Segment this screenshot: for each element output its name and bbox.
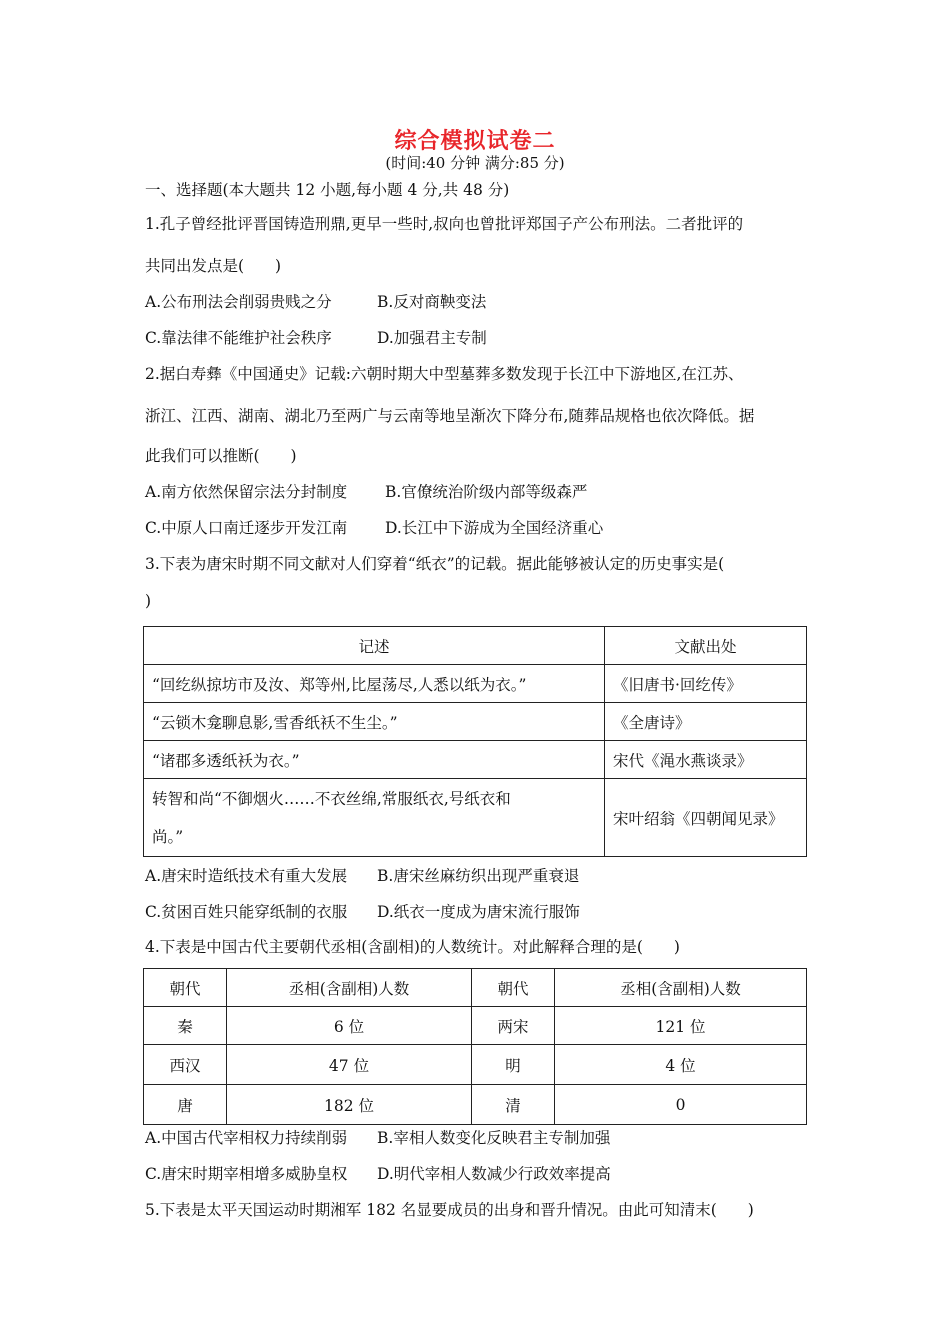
table-cell: 《旧唐书·回纥传》 <box>605 665 807 703</box>
table-cell: 西汉 <box>144 1045 227 1085</box>
table-header-row <box>144 627 807 665</box>
q2-stem-line1: 2.据白寿彝《中国通史》记载:六朝时期大中型墓葬多数发现于长江中下游地区,在江苏、 <box>145 365 744 383</box>
q5-stem: 5.下表是太平天国运动时期湘军 182 名显要成员的出身和晋升情况。由此可知清末( ) <box>145 1201 754 1219</box>
table-header-cell: 丞相(含副相)人数 <box>555 969 807 1007</box>
section-heading: 一、选择题(本大题共 12 小题,每小题 4 分,共 48 分) <box>145 181 510 199</box>
q1-options-row2 <box>145 326 487 348</box>
table-cell: “云锁木龛聊息影,雪香纸袄不生尘。” <box>144 703 605 741</box>
table-cell: 清 <box>472 1085 555 1125</box>
q1-stem-line1: 1.孔子曾经批评晋国铸造刑鼎,更早一些时,叔向也曾批评郑国子产公布刑法。二者批评的 <box>145 215 744 233</box>
table-cell: 182 位 <box>227 1085 472 1125</box>
q3-option-a: A.唐宋时造纸技术有重大发展 <box>145 867 348 885</box>
q2-stem-line3: 此我们可以推断( ) <box>145 447 297 465</box>
q2-option-c: C.中原人口南迁逐步开发江南 <box>145 519 348 537</box>
q4-option-a: A.中国古代宰相权力持续削弱 <box>145 1129 348 1147</box>
table-row <box>144 665 807 703</box>
q3-stem-line1: 3.下表为唐宋时期不同文献对人们穿着“纸衣”的记载。据此能够被认定的历史事实是( <box>145 555 725 573</box>
table-cell: 明 <box>472 1045 555 1085</box>
table-cell: 宋叶绍翁《四朝闻见录》 <box>605 779 807 857</box>
q3-options-row1 <box>145 864 579 886</box>
table-header-cell: 丞相(含副相)人数 <box>227 969 472 1007</box>
q2-option-d: D.长江中下游成为全国经济重心 <box>385 519 604 537</box>
table-header-cell: 记述 <box>144 627 605 665</box>
q4-table <box>143 968 807 1125</box>
table-cell: “回纥纵掠坊市及汝、郑等州,比屋荡尽,人悉以纸为衣。” <box>144 665 605 703</box>
q2-options-row1 <box>145 480 587 502</box>
table-cell: “诸郡多透纸袄为衣。” <box>144 741 605 779</box>
q3-option-b: B.唐宋丝麻纺织出现严重衰退 <box>377 867 580 885</box>
table-cell: 唐 <box>144 1085 227 1125</box>
q1-stem-line2: 共同出发点是( ) <box>145 257 282 275</box>
q2-option-a: A.南方依然保留宗法分封制度 <box>145 483 348 501</box>
table-header-row <box>144 969 807 1007</box>
q2-stem-line2: 浙江、江西、湖南、湖北乃至两广与云南等地呈渐次下降分布,随葬品规格也依次降低。据 <box>145 407 755 425</box>
table-cell-line1: 转智和尚“不御烟火……不衣丝绵,常服纸衣,号纸衣和 <box>152 789 511 808</box>
q1-option-c: C.靠法律不能维护社会秩序 <box>145 329 332 347</box>
q1-option-a: A.公布刑法会削弱贵贱之分 <box>145 293 332 311</box>
table-cell: 宋代《渑水燕谈录》 <box>605 741 807 779</box>
table-cell <box>144 779 605 857</box>
table-header-cell: 朝代 <box>144 969 227 1007</box>
q3-table <box>143 626 807 857</box>
q3-option-d: D.纸衣一度成为唐宋流行服饰 <box>377 903 580 921</box>
table-cell: 121 位 <box>555 1007 807 1045</box>
q4-stem: 4.下表是中国古代主要朝代丞相(含副相)的人数统计。对此解释合理的是( ) <box>145 938 680 956</box>
table-row <box>144 1045 807 1085</box>
q4-option-b: B.宰相人数变化反映君主专制加强 <box>377 1129 611 1147</box>
q1-option-d: D.加强君主专制 <box>377 329 487 347</box>
table-header-cell: 朝代 <box>472 969 555 1007</box>
table-cell: 两宋 <box>472 1007 555 1045</box>
q2-option-b: B.官僚统治阶级内部等级森严 <box>385 483 588 501</box>
table-cell: 47 位 <box>227 1045 472 1085</box>
table-cell: 《全唐诗》 <box>605 703 807 741</box>
exam-time-score: (时间:40 分钟 满分:85 分) <box>385 154 565 172</box>
q4-option-c: C.唐宋时期宰相增多威胁皇权 <box>145 1165 348 1183</box>
table-row <box>144 779 807 857</box>
table-row <box>144 741 807 779</box>
page-title: 综合模拟试卷二 <box>394 128 556 154</box>
table-row <box>144 1085 807 1125</box>
q4-options-row2 <box>145 1162 611 1184</box>
q3-option-c: C.贫困百姓只能穿纸制的衣服 <box>145 903 348 921</box>
q4-option-d: D.明代宰相人数减少行政效率提高 <box>377 1165 611 1183</box>
table-cell: 秦 <box>144 1007 227 1045</box>
table-header-cell: 文献出处 <box>605 627 807 665</box>
table-row <box>144 1007 807 1045</box>
q3-stem-line2: ) <box>145 592 152 610</box>
q4-options-row1 <box>145 1126 610 1148</box>
q1-option-b: B.反对商鞅变法 <box>377 293 487 311</box>
table-cell-line2: 尚。” <box>152 827 184 846</box>
table-cell: 0 <box>555 1085 807 1125</box>
table-cell: 4 位 <box>555 1045 807 1085</box>
q3-options-row2 <box>145 900 580 922</box>
q1-options-row1 <box>145 290 486 312</box>
table-row <box>144 703 807 741</box>
table-cell: 6 位 <box>227 1007 472 1045</box>
q2-options-row2 <box>145 516 603 538</box>
